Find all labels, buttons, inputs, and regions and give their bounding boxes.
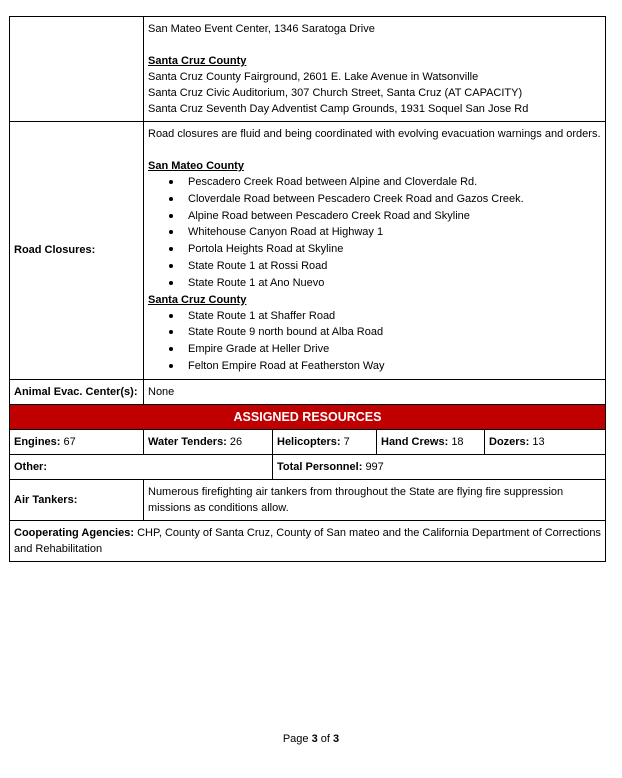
animal-evac-value: None xyxy=(144,379,606,404)
closure-item: Portola Heights Road at Skyline xyxy=(188,241,601,258)
animal-evac-label: Animal Evac. Center(s): xyxy=(10,379,144,404)
helicopters-value: 7 xyxy=(343,435,350,448)
total-personnel-label: Total Personnel: xyxy=(277,460,363,473)
cooperating-agencies-row xyxy=(10,520,606,561)
shelter-item: Santa Cruz County Fairground, 2601 E. Lake Avenue in Watsonville xyxy=(148,71,479,83)
water-tenders-label: Water Tenders: xyxy=(148,435,227,448)
animal-evac-row xyxy=(10,379,606,404)
road-closures-san-mateo-heading: San Mateo County xyxy=(148,160,244,172)
dozers-label: Dozers: xyxy=(489,435,530,448)
air-tankers-label: Air Tankers: xyxy=(10,479,144,520)
road-closures-content xyxy=(144,122,606,380)
page-footer xyxy=(0,733,622,745)
road-closures-intro: Road closures are fluid and being coordinated with evolving evacuation warnings and orders. xyxy=(148,128,601,140)
air-tankers-row xyxy=(10,479,606,520)
closure-item: State Route 1 at Rossi Road xyxy=(188,258,601,275)
closure-item: Alpine Road between Pescadero Creek Road and Skyline xyxy=(188,208,601,225)
water-tenders-cell xyxy=(144,429,273,454)
cooperating-agencies-label: Cooperating Agencies: xyxy=(14,526,134,539)
helicopters-cell xyxy=(273,429,377,454)
hand-crews-label: Hand Crews: xyxy=(381,435,449,448)
air-tankers-value: Numerous firefighting air tankers from throughout the State are flying fire suppression missions as conditions allow. xyxy=(144,479,606,520)
closure-item: State Route 9 north bound at Alba Road xyxy=(188,324,601,341)
closure-item: Felton Empire Road at Featherston Way xyxy=(188,358,601,375)
engines-label: Engines: xyxy=(14,435,61,448)
other-cell xyxy=(10,454,273,479)
closure-item: Cloverdale Road between Pescadero Creek Road and Gazos Creek. xyxy=(188,191,601,208)
total-personnel-value: 997 xyxy=(365,460,384,473)
shelter-santa-cruz-heading: Santa Cruz County xyxy=(148,55,247,67)
engines-value: 67 xyxy=(63,435,76,448)
cooperating-agencies-value: CHP, County of Santa Cruz, County of San mateo and the California Department of Corrections and Rehabilitation xyxy=(14,526,601,555)
road-closures-row xyxy=(10,122,606,380)
resource-counts-row xyxy=(10,429,606,454)
shelters-row xyxy=(10,17,606,122)
shelters-content xyxy=(144,17,606,122)
helicopters-label: Helicopters: xyxy=(277,435,341,448)
closure-item: State Route 1 at Shaffer Road xyxy=(188,308,601,325)
hand-crews-value: 18 xyxy=(451,435,464,448)
engines-cell xyxy=(10,429,144,454)
page-of-label: of xyxy=(320,733,330,745)
cooperating-agencies-cell xyxy=(10,520,606,561)
shelter-san-mateo-item: San Mateo Event Center, 1346 Saratoga Drive xyxy=(148,23,375,35)
water-tenders-value: 26 xyxy=(229,435,243,448)
shelters-label-cell xyxy=(10,17,144,122)
page-number: 3 xyxy=(311,733,318,745)
total-personnel-cell xyxy=(273,454,606,479)
san-mateo-closure-list xyxy=(148,174,601,292)
santa-cruz-closure-list xyxy=(148,308,601,375)
other-row xyxy=(10,454,606,479)
shelter-item: Santa Cruz Civic Auditorium, 307 Church Street, Santa Cruz (AT CAPACITY) xyxy=(148,87,523,99)
assigned-resources-header: ASSIGNED RESOURCES xyxy=(10,404,606,429)
road-closures-santa-cruz-heading: Santa Cruz County xyxy=(148,293,247,306)
closure-item: Pescadero Creek Road between Alpine and Cloverdale Rd. xyxy=(188,174,601,191)
hand-crews-cell xyxy=(377,429,485,454)
page-label: Page xyxy=(282,733,309,745)
incident-report-table xyxy=(9,16,606,562)
dozers-value: 13 xyxy=(532,435,545,448)
dozers-cell xyxy=(485,429,606,454)
closure-item: State Route 1 at Ano Nuevo xyxy=(188,275,601,292)
road-closures-label: Road Closures: xyxy=(10,122,144,380)
assigned-resources-header-row xyxy=(10,404,606,429)
page-total: 3 xyxy=(333,733,340,745)
shelter-item: Santa Cruz Seventh Day Adventist Camp Grounds, 1931 Soquel San Jose Rd xyxy=(148,103,529,115)
closure-item: Empire Grade at Heller Drive xyxy=(188,341,601,358)
closure-item: Whitehouse Canyon Road at Highway 1 xyxy=(188,224,601,241)
other-label: Other: xyxy=(14,460,47,473)
